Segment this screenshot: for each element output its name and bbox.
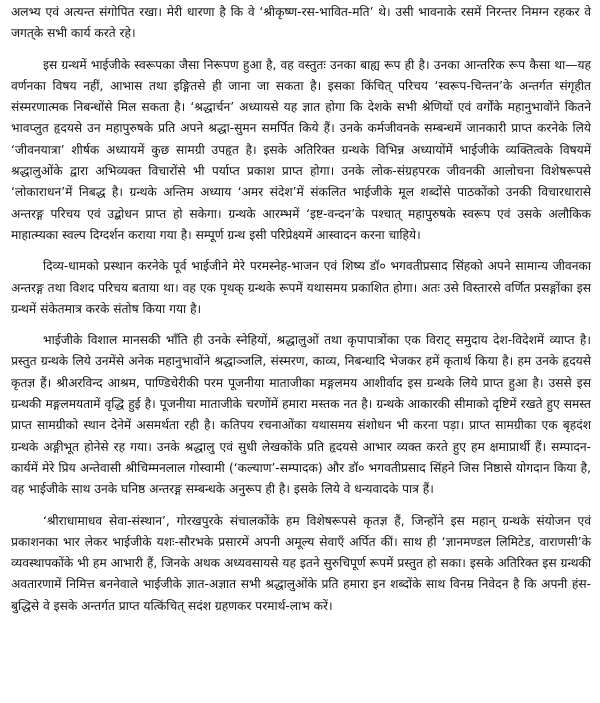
paragraph-5: ‘श्रीराधामाधव सेवा-संस्थान’, गोरखपुरके संचालकोंके हम विशेषरूपसे कृतज्ञ हैं, जिन्होंने इस महान् ग्रन्थके संयोजन एवं प्रकाशनका भार लेकर भाईजीके यशः-सौरभके प्रसारमें अपनी अमूल्य सेवाएँ अर्पित कीं। साथ ही ‘ज्ञानमण्डल लिमिटेड, वाराणसी’के व्यवस्थापकोंके भी हम आभारी हैं, जिनके अथक अध्यवसायसे यह इतने सुरुचिपूर्ण रूपमें प्रस्तुत हो सका। इसके अतिरिक्त इस ग्रन्थकी अवतारणामें निमित्त बननेवाले भाईजीके ज्ञात-अज्ञात सभी श्रद्धालुओंके प्रति हमारा इन शब्दोंके साथ विनम्र निवेदन है कि अपनी हंस-बुद्धिसे वे इसके अन्तर्गत प्राप्त यत्किंचित् सदंश ग्रहणकर परमार्थ-लाभ करें। [11,513,591,613]
paragraph-2: इस ग्रन्थमें भाईजीके स्वरूपका जैसा निरूपण हुआ है, वह वस्तुतः उनका बाह्य रूप ही है। उनका आन्तरिक रूप कैसा था—यह वर्णनका विषय नहीं, आभास तथा इङ्गितसे ही जाना जा सकता है। इसका किंचित् परिचय ‘स्वरूप-चिन्तन’के अन्तर्गत संगृहीत संस्मरणात्मक निबन्धोंसे मिल सकता है। ‘श्रद्धार्चन’ अध्यायसे यह ज्ञात होगा कि देशके सभी श्रेणियों एवं वर्गोंके महानुभावोंने कितने भावप्लुत हृदयसे उन महापुरुषके प्रति अपने श्रद्धा-सुमन समर्पित किये हैं। उनके कर्मजीवनके सम्बन्धमें जानकारी प्राप्त करनेके लिये ‘जीवनयात्रा’ शीर्षक अध्यायमें कुछ सामग्री उपहृत है। इसके अतिरिक्त ग्रन्थके विभिन्न अध्यायोंमें भाईजीके व्यक्तित्वके विषयमें श्रद्धालुओंके द्वारा अभिव्यक्त विचारोंसे भी पर्याप्त प्रकाश प्राप्त होगा। उनके लोक-संग्रहपरक जीवनकी आलोचना विशेषरूपसे ‘लोकाराधन’में निबद्ध है। ग्रन्थके अन्तिम अध्याय ‘अमर संदेश’में संकलित भाईजीके मूल शब्दोंसे पाठकोंको उनकी विचारधारासे अन्तरङ्ग परिचय एवं उद्बोधन प्राप्त हो सकेगा। ग्रन्थके आरम्भमें ‘इष्ट-वन्दन’के पश्चात् महापुरुषके स्वरूप एवं उसके अलौकिक माहात्म्यका स्वल्प दिग्दर्शन कराया गया है। सम्पूर्ण ग्रन्थ इसी परिप्रेक्ष्यमें आस्वादन करना चाहिये। [11,57,591,242]
paragraph-4: भाईजीके विशाल मानसकी भाँति ही उनके स्नेहियों, श्रद्धालुओं तथा कृपापात्रोंका एक विराट् समुदाय देश-विदेशमें व्याप्त है। प्रस्तुत ग्रन्थके लिये उनमेंसे अनेक महानुभावोंने श्रद्धाञ्जलि, संस्मरण, काव्य, निबन्धादि भेजकर हमें कृतार्थ किया है। हम उनके हृदयसे कृतज्ञ हैं। श्रीअरविन्द आश्रम, पाण्डिचेरीकी परम पूजनीया माताजीका मङ्गलमय आशीर्वाद इस ग्रन्थके लिये प्राप्त हुआ है। उससे इस ग्रन्थकी मङ्गलमयतामें वृद्धि हुई है। पूजनीया माताजीके चरणोंमें हमारा मस्तक नत है। ग्रन्थके आकारकी सीमाको दृष्टिमें रखते हुए समस्त प्राप्त सामग्रीको स्थान देनेमें असमर्थता रही है। कतिपय रचनाओंका यथासमय संशोधन भी करना पड़ा। प्राप्त सामग्रीका एक बृहदंश ग्रन्थके अङ्गीभूत होनेसे रह गया। उनके श्रद्धालु एवं सुधी लेखकोंके प्रति हृदयसे आभार व्यक्त करते हुए हम क्षमाप्रार्थी हैं। सम्पादन-कार्यमें मेरे प्रिय अन्तेवासी श्रीचिम्मनलाल गोस्वामी (‘कल्याण’-सम्पादक) और डॉ० भगवतीप्रसाद सिंहने जिस निष्ठासे योगदान किया है, वह भाईजीके साथ उनके घनिष्ठ अन्तरङ्ग सम्बन्धके अनुरूप ही है। इसके लिये वे धन्यवादके पात्र हैं। [11,333,591,497]
paragraph-3: दिव्य-धामको प्रस्थान करनेके पूर्व भाईजीने मेरे परमस्नेह-भाजन एवं शिष्य डॉ० भगवतीप्रसाद सिंहको अपने सामान्य जीवनका अन्तरङ्ग तथा विशद परिचय बताया था। वह एक पृथक् ग्रन्थके रूपमें यथासमय प्रकाशित होगा। अतः उसे विस्तारसे वर्णित प्रसङ्गोंका इस ग्रन्थमें संकेतमात्र करके संतोष किया गया है। [11,259,591,316]
document-page [11,2,591,617]
paragraph-1: अलभ्य एवं अत्यन्त संगोपित रखा। मेरी धारणा है कि वे ‘श्रीकृष्ण-रस-भावित-मति’ थे। उसी भावनाके रसमें निरन्तर निमग्न रहकर वे जगत्‌के सभी कार्य करते रहे। [11,5,591,41]
